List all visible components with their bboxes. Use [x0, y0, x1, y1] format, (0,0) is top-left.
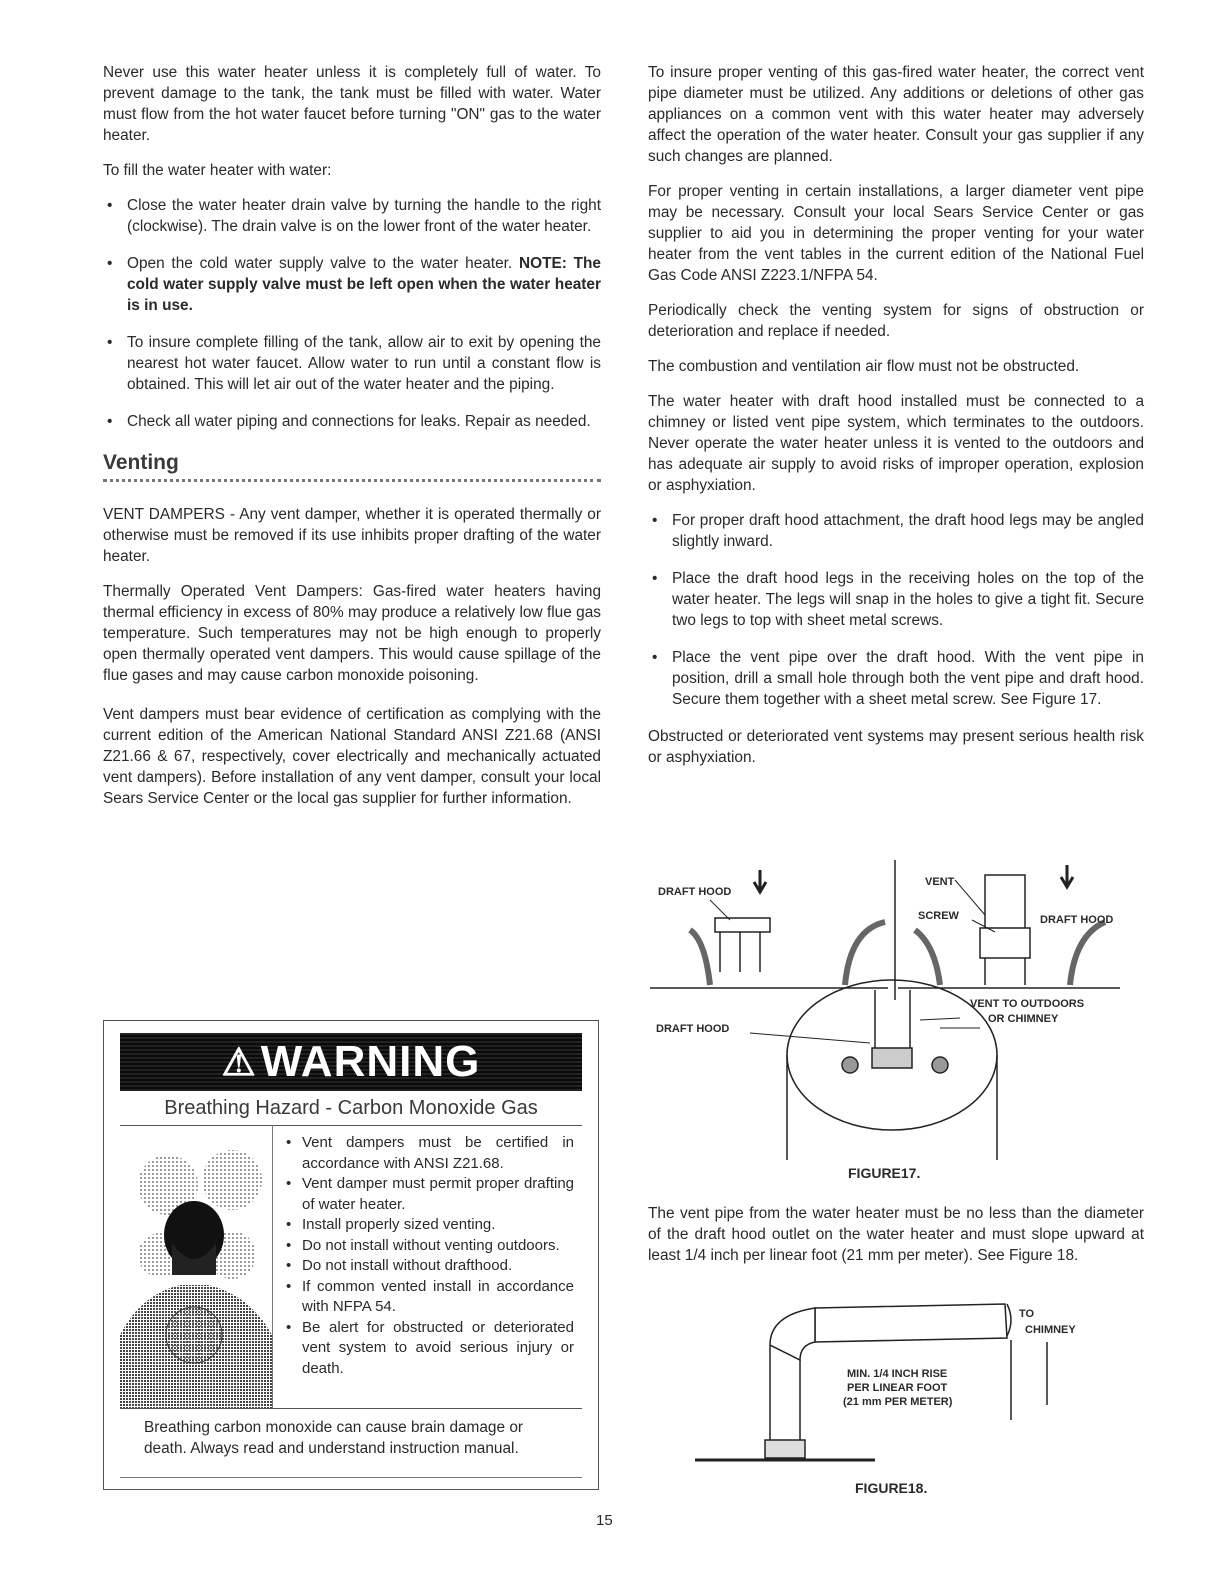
figure-17-caption: FIGURE17. — [848, 1165, 921, 1181]
list-item: • Place the draft hood legs in the receiving holes on the top of the water heater. The legs will snap in the holes to give a tight fit. Secure two legs to top with sheet metal screws. — [652, 570, 1144, 629]
bullet-icon: • — [286, 1257, 292, 1274]
page-number: 15 — [596, 1512, 613, 1529]
paragraph: The water heater with draft hood installed must be connected to a chimney or listed vent pipe system, which terminates to the outdoors. Never operate the water heater unless it is vented to the outdoors and has adequate air supply to avoid risks of improper operation, explosion or asphyxiation. — [648, 393, 1144, 494]
person-gas-illustration — [120, 1125, 273, 1408]
fig17-label-vent-outdoors: VENT TO OUTDOORS — [970, 998, 1085, 1010]
figure-18 — [695, 1300, 1115, 1480]
warning-box — [103, 1020, 599, 1490]
bullet-icon: • — [286, 1134, 292, 1151]
warning-title: WARNING — [260, 1037, 481, 1086]
bullet-icon: • — [286, 1277, 292, 1295]
paragraph: To fill the water heater with water: — [103, 162, 332, 179]
fig18-label-chimney: CHIMNEY — [1025, 1324, 1076, 1336]
fig17-label-or-chimney: OR CHIMNEY — [988, 1013, 1059, 1025]
list-item: • To insure complete filling of the tank, allow air to exit by opening the nearest hot water faucet. Allow water to run until a constant flow is obtained. This will let air out of the water heater and the piping. — [107, 334, 601, 393]
left-column — [103, 62, 601, 823]
list-item: • Vent dampers must be certified in accordance with ANSI Z21.68. — [286, 1134, 574, 1172]
warning-triangle-icon: ⚠ — [221, 1041, 257, 1084]
paragraph: VENT DAMPERS - Any vent damper, whether it is operated thermally or otherwise must be removed if its use inhibits proper drafting of the water heater. — [103, 506, 601, 565]
bullet-icon: • — [652, 512, 658, 529]
bullet-icon: • — [652, 570, 658, 587]
fig18-label-rise-3: (21 mm PER METER) — [843, 1396, 953, 1408]
warning-footer: Breathing carbon monoxide can cause brain damage or death. Always read and understand instruction manual. — [120, 1408, 582, 1478]
bullet-icon: • — [107, 334, 113, 351]
draft-hood-steps-list — [648, 510, 1144, 710]
list-item: • Check all water piping and connections for leaks. Repair as needed. — [107, 413, 591, 430]
right-column — [648, 62, 1144, 782]
bullet-icon: • — [107, 255, 113, 272]
paragraph: Obstructed or deteriorated vent systems may present serious health risk or asphyxiation. — [648, 728, 1144, 766]
list-item: • Do not install without drafthood. — [284, 1256, 574, 1277]
list-item: • Vent damper must permit proper drafting of water heater. — [286, 1175, 574, 1213]
figure-17 — [650, 860, 1130, 1180]
paragraph: For proper venting in certain installations, a larger diameter vent pipe may be necessary. Consult your local Sears Service Center or gas supplier to aid you in determining the proper venting for your water heater from the vent tables in the current edition of the National Fuel Gas Code ANSI Z223.1/NFPA 54. — [648, 183, 1144, 284]
fig18-label-rise-1: MIN. 1/4 INCH RISE — [847, 1368, 948, 1380]
figure-18-caption: FIGURE18. — [855, 1480, 928, 1496]
right-column-lower — [648, 1203, 1144, 1280]
paragraph: Vent dampers must bear evidence of certification as complying with the current edition of the American National Standard ANSI Z21.68 (ANSI Z21.66 & 67, respectively, cover electrically and mechanically actuated vent dampers). Before installation of any vent damper, consult your local Sears Service Center or the local gas supplier for further information. — [103, 706, 601, 807]
paragraph: Thermally Operated Vent Dampers: Gas-fired water heaters having thermal efficiency in excess of 80% may produce a relatively low flue gas temperature. Such temperatures may not be high enough to properly open thermally operated vent dampers. This would cause spillage of the flue gases and may cause carbon monoxide poisoning. — [103, 583, 601, 684]
paragraph: The combustion and ventilation air flow must not be obstructed. — [648, 358, 1080, 375]
carbon-monoxide-icon — [120, 1125, 272, 1408]
list-item: • Do not install without venting outdoors. — [284, 1236, 574, 1257]
list-item: • For proper draft hood attachment, the draft hood legs may be angled slightly inward. — [652, 512, 1144, 550]
draft-hood-diagram — [650, 860, 1130, 1160]
paragraph: Never use this water heater unless it is completely full of water. To prevent damage to the tank, the tank must be filled with water. Water must flow from the hot water faucet before turning "ON" gas to the water heater. — [103, 64, 601, 144]
warning-banner — [120, 1033, 582, 1091]
note-text: NOTE: The cold water supply valve must be left open when the water heater is in use. — [127, 255, 601, 314]
paragraph: The vent pipe from the water heater must be no less than the diameter of the draft hood outlet on the water heater and must slope upward at least 1/4 inch per linear foot (21 mm per meter). See Figure 18. — [648, 1205, 1144, 1264]
warning-list — [284, 1133, 574, 1379]
bullet-icon: • — [286, 1318, 292, 1336]
bullet-icon: • — [107, 413, 113, 430]
list-item: • If common vented install in accordance with NFPA 54. — [286, 1277, 574, 1315]
warning-subtitle: Breathing Hazard - Carbon Monoxide Gas — [120, 1091, 582, 1126]
fig17-label-draft-hood-2: DRAFT HOOD — [1040, 914, 1114, 926]
bullet-icon: • — [286, 1236, 292, 1254]
bullet-icon: • — [652, 649, 658, 666]
fig17-label-screw: SCREW — [918, 910, 959, 922]
fill-steps-list — [103, 195, 601, 432]
fig17-label-vent: VENT — [925, 876, 955, 888]
section-title: Venting — [103, 452, 601, 482]
list-item: • Close the water heater drain valve by turning the handle to the right (clockwise). The drain valve is on the lower front of the water heater. — [107, 197, 601, 235]
list-item: • Place the vent pipe over the draft hood. With the vent pipe in position, drill a small hole through both the vent pipe and draft hood. Secure them together with a sheet metal screw. See Figure 17. — [652, 649, 1144, 708]
bullet-icon: • — [286, 1175, 292, 1192]
list-item: • Open the cold water supply valve to the water heater. NOTE: The cold water supply valve must be left open when the water heater is in use. — [107, 255, 601, 314]
fig18-label-rise-2: PER LINEAR FOOT — [847, 1382, 948, 1394]
list-item: • Be alert for obstructed or deteriorated vent system to avoid serious injury or death. — [286, 1318, 574, 1377]
fig17-label-draft-hood-3: DRAFT HOOD — [656, 1023, 730, 1035]
list-item: • Install properly sized venting. — [284, 1215, 574, 1236]
bullet-icon: • — [107, 197, 113, 214]
bullet-icon: • — [286, 1216, 292, 1233]
paragraph: To insure proper venting of this gas-fired water heater, the correct vent pipe diameter must be utilized. Any additions or deletions of other gas appliances on a common vent with this water heater may adversely affect the operation of the water heater. Consult your gas supplier if any such changes are planned. — [648, 64, 1144, 165]
fig17-label-draft-hood: DRAFT HOOD — [658, 886, 732, 898]
paragraph: Periodically check the venting system for signs of obstruction or deterioration and replace if needed. — [648, 302, 1144, 340]
fig18-label-to: TO — [1019, 1308, 1035, 1320]
